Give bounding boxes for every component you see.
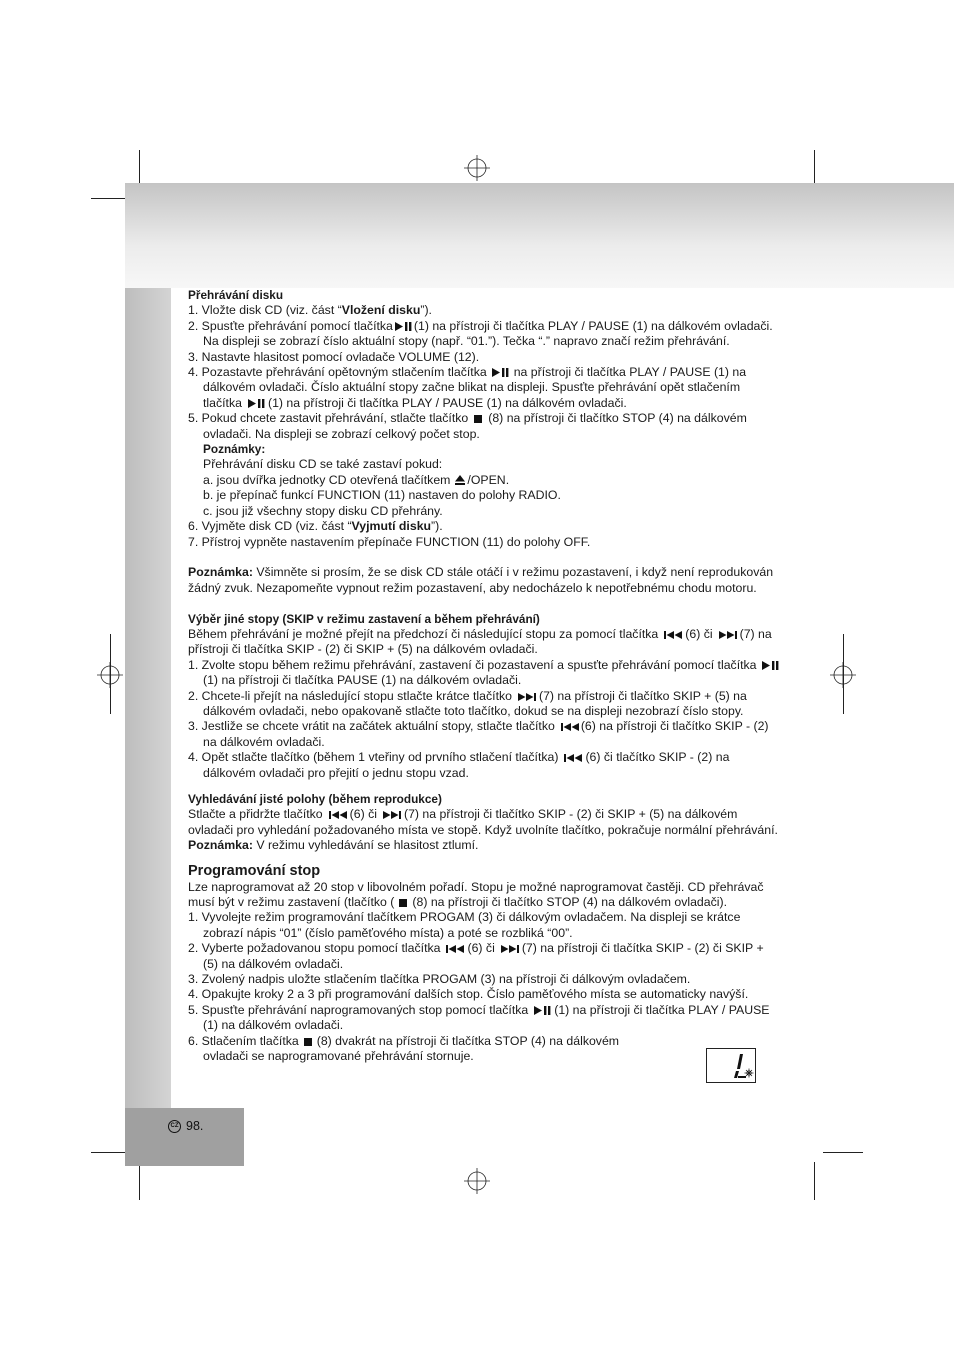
language-badge: CZ xyxy=(168,1120,181,1133)
skip-back-icon xyxy=(329,811,347,819)
list-item: 4. Opět stlačte tlačítko (během 1 vteřiny od prvního stlačení tlačítka) (6) či tlačítko SKIP - (2) na dálkovém ovladači pro přejití o jednu stopu vzad. xyxy=(188,750,730,780)
list-item: 4. Pozastavte přehrávání opětovným stlačením tlačítka na přístroji či tlačítka PLAY / PAUSE (1) na dálkovém ovladači. Číslo aktuální stopy začne blikat na displeji. Spusťte přehrávání opět stlačením tlačítka (1) na přístroji či tlačítka PLAY / PAUSE (1) na dálkovém ovladači. xyxy=(188,365,747,410)
paragraph: Stlačte a přidržte tlačítko (6) či (7) na přístroji či tlačítko SKIP - (2) či SKIP + (5) na dálkovém ovladači pro vyhledání požadovaného místa ve stopě. Když uvolníte tlačítko, pokračuje normální přehrávání. Poznámka: V režimu vyhledávání se hlasitost ztlumí. xyxy=(188,807,778,853)
crop-mark xyxy=(139,1162,140,1200)
play-pause-icon xyxy=(492,368,509,377)
manual-content xyxy=(188,288,818,1064)
notes-intro: Přehrávání disku CD se také zastaví pokud: xyxy=(203,457,443,472)
play-pause-icon xyxy=(248,399,265,408)
list-item: 2. Spusťte přehrávání pomocí tlačítka (1) na přístroji či tlačítka PLAY / PAUSE (1) na dálkovém ovladači. Na displeji se zobrazí číslo aktuální stopy (např. “01.”). Tečka “.” napravo značí režim přehrávání. xyxy=(188,318,773,349)
stop-icon xyxy=(304,1038,312,1046)
skip-back-icon xyxy=(561,723,579,731)
crop-mark xyxy=(843,634,844,714)
list-item: 2. Vyberte požadovanou stopu pomocí tlačítka (6) či (7) na přístroji či tlačítka SKIP - (2) či SKIP + (5) na dálkovém ovladači. xyxy=(188,941,764,971)
crop-mark xyxy=(823,1152,863,1153)
list-item: 2. Chcete-li přejít na následující stopu stlačte krátce tlačítko (7) na přístroji či tlačítko SKIP + (5) na dálkovém ovladači, nebo opakovaně stlačte toto tlačítko, dokud se na displeji nezobrazí číslo stopy. xyxy=(188,688,747,718)
skip-forward-icon xyxy=(719,631,737,639)
stop-icon xyxy=(399,899,407,907)
page-number xyxy=(168,1119,203,1133)
list-item: 6. Vyjměte disk CD (viz. část “Vyjmutí disku”). xyxy=(188,519,443,534)
play-pause-icon xyxy=(762,661,779,670)
section-heading: Výběr jiné stopy (SKIP v režimu zastavení a během přehrávání) xyxy=(188,611,540,626)
skip-back-icon xyxy=(564,754,582,762)
paragraph: Lze naprogramovat až 20 stop v libovolném pořadí. Stopu je možné naprogramovat častěji. CD přehrávač musí být v režimu zastavení (tlačítko ( (8) na přístroji či tlačítko STOP (4) na dálkovém ovladači). xyxy=(188,879,764,909)
section-heading-large: Programování stop xyxy=(188,862,321,879)
crop-mark xyxy=(110,634,111,714)
list-item: 1. Zvolte stopu během režimu přehrávání, zastavení či pozastavení a spusťte přehrávání pomocí tlačítka (1) na přístroji či tlačítka PAUSE (1) na dálkovém ovladači. xyxy=(188,658,818,689)
notes-heading: Poznámky: xyxy=(203,442,266,457)
play-pause-icon xyxy=(395,322,412,331)
registration-mark xyxy=(464,1168,490,1194)
program-display-icon xyxy=(706,1048,756,1083)
list-item: 6. Stlačením tlačítka (8) dvakrát na přístroji či tlačítka STOP (4) na dálkovém ovladači se naprogramované přehrávání stornuje. xyxy=(188,1033,620,1064)
list-item: 5. Pokud chcete zastavit přehrávání, stlačte tlačítko (8) na přístroji či tlačítko STOP (4) na dálkovém ovladači. Na displeji se zobrazí celkový počet stop. xyxy=(188,411,747,441)
list-item: 1. Vyvolejte režim programování tlačítkem PROGAM (3) či dálkovým ovladačem. Na displeji se krátce zobrazí nápis “01” (číslo paměťového místa) a poté se rozbliká “00”. xyxy=(188,910,741,940)
list-item: 7. Přístroj vypněte nastavením přepínače FUNCTION (11) do polohy OFF. xyxy=(188,534,591,549)
note-item: c. jsou již všechny stopy disku CD přehrány. xyxy=(203,503,443,518)
list-item: 4. Opakujte kroky 2 a 3 při programování dalších stop. Číslo paměťového místa se automaticky navýší. xyxy=(188,987,749,1002)
footer-box xyxy=(125,1108,244,1166)
skip-forward-icon xyxy=(501,945,519,953)
list-item: 3. Jestliže se chcete vrátit na začátek aktuální stopy, stlačte tlačítko (6) na přístroji či tlačítko SKIP - (2) na dálkovém ovladači. xyxy=(188,719,769,749)
note-item: b. je přepínač funkcí FUNCTION (11) nastaven do polohy RADIO. xyxy=(203,488,561,503)
list-item: 3. Nastavte hlasitost pomocí ovladače VOLUME (12). xyxy=(188,349,480,364)
stop-icon xyxy=(474,415,482,423)
section-heading: Přehrávání disku xyxy=(188,288,284,302)
list-item: 3. Zvolený nadpis uložte stlačením tlačítka PROGAM (3) na přístroji či dálkovým ovladačem. xyxy=(188,972,691,987)
crop-mark xyxy=(814,1162,815,1200)
list-item: 5. Spusťte přehrávání naprogramovaných stop pomocí tlačítka (1) na přístroji či tlačítka PLAY / PAUSE (1) na dálkovém ovladači. xyxy=(188,1002,770,1033)
page-number-text: 98. xyxy=(186,1119,204,1133)
skip-forward-icon xyxy=(383,811,401,819)
section-heading: Vyhledávání jisté polohy (během reprodukce) xyxy=(188,791,442,806)
registration-mark xyxy=(464,155,490,181)
header-band xyxy=(125,183,954,288)
side-strip xyxy=(125,288,171,1108)
skip-forward-icon xyxy=(518,693,536,701)
skip-back-icon xyxy=(664,631,682,639)
list-item: 1. Vložte disk CD (viz. část “Vložení disku”). xyxy=(188,303,432,318)
note-item: a. jsou dvířka jednotky CD otevřená tlačítkem /OPEN. xyxy=(203,472,510,487)
note-paragraph: Poznámka: Všimněte si prosím, že se disk CD stále otáčí i v režimu pozastavení, i když není reprodukován žádný zvuk. Nezapomeňte vypnout režim pozastavení, aby nedocházelo k nepotřebnému chodu motoru. xyxy=(188,565,774,595)
play-pause-icon xyxy=(534,1006,551,1015)
eject-icon xyxy=(455,475,465,485)
paragraph: Během přehrávání je možné přejít na předchozí či následující stopu za pomocí tlačítka (6) či (7) na přístroji či tlačítka SKIP - (2) či SKIP + (5) na dálkovém ovladači. xyxy=(188,626,772,657)
skip-back-icon xyxy=(446,945,464,953)
